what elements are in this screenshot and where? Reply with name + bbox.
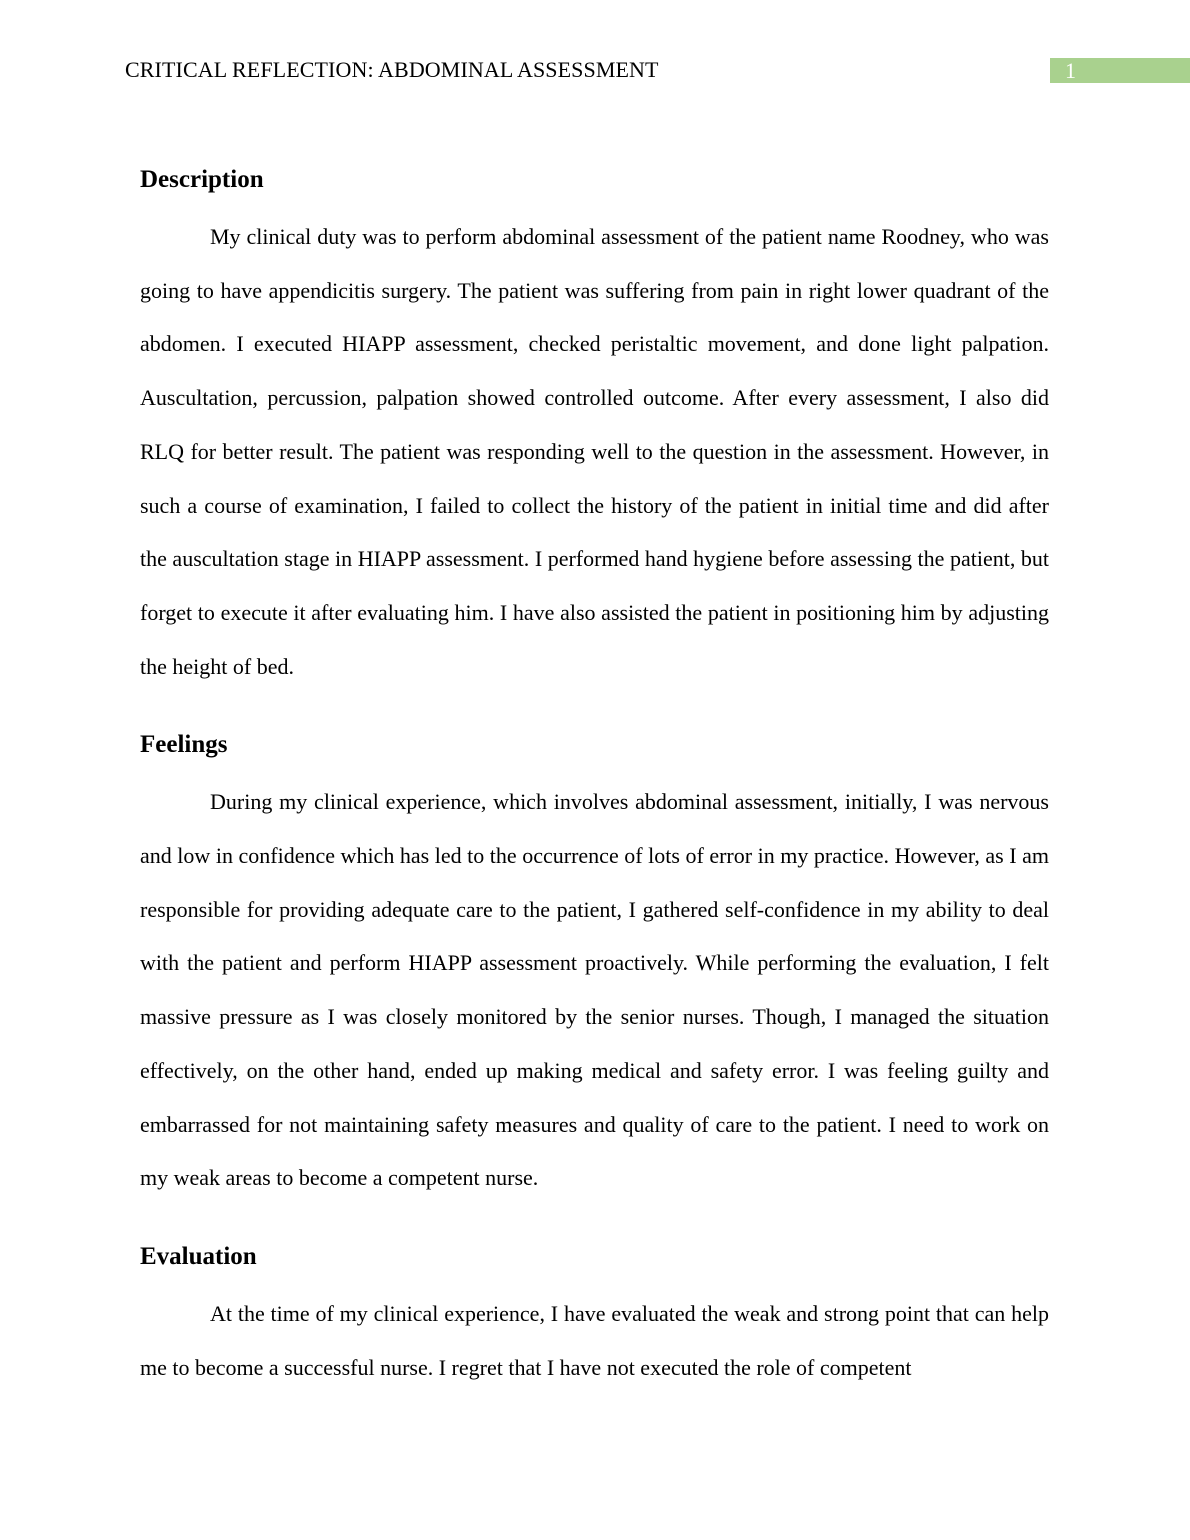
paragraph-feelings: During my clinical experience, which involves abdominal assessment, initially, I was nervous and low in confidence which has led to the occurrence of lots of error in my practice. However, as I am responsible for providing adequate care to the patient, I gathered self-confidence in my ability to deal with the patient and perform HIAPP assessment proactively. While performing the evaluation, I felt massive pressure as I was closely monitored by the senior nurses. Though, I managed the situation effectively, on the other hand, ended up making medical and safety error. I was feeling guilty and embarrassed for not maintaining safety measures and quality of care to the patient. I need to work on my weak areas to become a competent nurse. bbox=[140, 789, 1049, 1191]
page-header bbox=[125, 56, 1190, 86]
section-evaluation bbox=[140, 1241, 1049, 1394]
document-body bbox=[140, 164, 1049, 1394]
section-description bbox=[140, 164, 1049, 693]
running-head: CRITICAL REFLECTION: ABDOMINAL ASSESSMENT bbox=[125, 57, 659, 82]
paragraph-evaluation: At the time of my clinical experience, I have evaluated the weak and strong point that can help me to become a successful nurse. I regret that I have not executed the role of competent bbox=[140, 1300, 1049, 1380]
page-number-box bbox=[1050, 58, 1190, 83]
heading-description: Description bbox=[140, 166, 264, 193]
paragraph-description: My clinical duty was to perform abdominal assessment of the patient name Roodney, who was going to have appendicitis surgery. The patient was suffering from pain in right lower quadrant of the abdomen. I executed HIAPP assessment, checked peristaltic movement, and done light palpation. Auscultation, percussion, palpation showed controlled outcome. After every assessment, I also did RLQ for better result. The patient was responding well to the question in the assessment. However, in such a course of examination, I failed to collect the history of the patient in initial time and did after the auscultation stage in HIAPP assessment. I performed hand hygiene before assessing the patient, but forget to execute it after evaluating him. I have also assisted the patient in positioning him by adjusting the height of bed. bbox=[140, 224, 1049, 679]
section-feelings bbox=[140, 729, 1049, 1205]
heading-evaluation: Evaluation bbox=[140, 1242, 257, 1270]
heading-feelings: Feelings bbox=[140, 731, 228, 759]
page-number: 1 bbox=[1065, 58, 1076, 83]
